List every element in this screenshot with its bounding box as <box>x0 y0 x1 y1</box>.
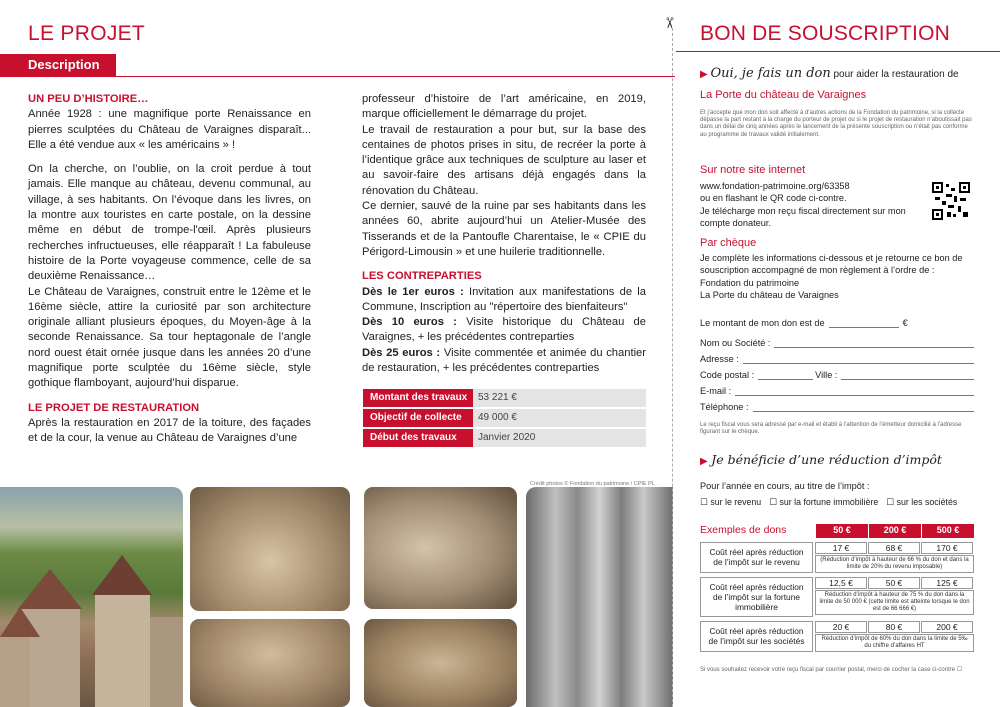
page-title: LE PROJET <box>28 22 146 45</box>
project-name: La Porte du château de Varaignes <box>700 89 867 101</box>
carving-photo <box>364 487 517 609</box>
address-field[interactable] <box>743 354 974 364</box>
stat-label: Montant des travaux <box>363 389 473 407</box>
divider <box>676 51 1000 52</box>
contrepartie-text: Visite historique du Château de Varaignes, + les précédentes contreparties <box>362 316 646 344</box>
stat-value: 53 221 € <box>473 389 646 407</box>
stat-value: Janvier 2020 <box>473 429 646 447</box>
name-label: Nom ou Société : <box>700 338 771 348</box>
stat-label: Début des travaux <box>363 429 473 447</box>
paragraph: On la cherche, on l’oublie, on la croit perdue à tout jamais. Elle manque au château, devenu communal, au village, à ses habitants. On l’évoque dans les livres, on la montre aux touristes en carte postale, on la dessine même en début de trompe-l'œil. Après plusieurs recherches infructueuses, elle réapparaît ! La fabuleuse histoire de la Porte voyageuse commence, celle de sa deuxième Renaissance… <box>28 163 311 283</box>
cheque-payee: Fondation du patrimoine <box>700 277 800 288</box>
photo-credit: Crédit photos © Fondation du patrimoine / CPIE PL <box>530 481 655 487</box>
cheque-heading: Par chèque <box>700 237 757 249</box>
portal-photo <box>526 487 673 707</box>
table-row <box>700 621 974 652</box>
checkbox-revenu[interactable]: ☐ sur le revenu <box>700 497 762 507</box>
contrepartie-amount: Dès 10 euros : <box>362 316 457 329</box>
cell-value: 12,5 € <box>815 577 867 589</box>
chateau-photo <box>0 487 183 707</box>
cell-value: 17 € <box>815 542 867 554</box>
phone-field[interactable] <box>753 402 974 412</box>
stat-row <box>363 409 646 427</box>
checkbox-societes[interactable]: ☐ sur les sociétés <box>886 497 958 507</box>
amount-field[interactable] <box>829 318 899 328</box>
contact-form <box>700 332 974 412</box>
text-column-2 <box>362 92 646 376</box>
email-label: E-mail : <box>700 386 732 396</box>
examples-title: Exemples de dons <box>700 524 787 536</box>
email-field[interactable] <box>735 386 974 396</box>
qr-code-icon[interactable] <box>932 182 970 220</box>
oui-text: pour aider la restauration de <box>830 69 959 80</box>
cheque-text: Je complète les informations ci-dessous et je retourne ce bon de souscription accompagné de mon règlement à l’ordre de : <box>700 253 963 276</box>
triangle-icon: ▶ <box>700 69 708 80</box>
postcode-label: Code postal : <box>700 370 755 380</box>
impot-text: Pour l’année en cours, au titre de l’impôt : <box>700 481 870 491</box>
examples-table <box>700 524 974 652</box>
stat-label: Objectif de collecte <box>363 409 473 427</box>
site-url[interactable]: www.fondation-patrimoine.org/63358 <box>700 181 850 191</box>
paragraph: Le Château de Varaignes, construit entre le 12ème et le 16ème siècle, attire la curiosité par son architecture originale alliant plusieurs époques, du Moyen-âge à la seconde Renaissance. Sa tour heptagonale de l’angle nord ouest était ornée jusque dans les années 20 d’une magnifique porte sculptée du 16ème siècle, style gothique flamboyant, aujourd’hui disparue. <box>28 285 311 390</box>
oui-line <box>700 66 976 81</box>
stat-row <box>363 429 646 447</box>
stat-value: 49 000 € <box>473 409 646 427</box>
description-tab: Description <box>0 54 116 76</box>
amount-label: Le montant de mon don est de <box>700 318 825 328</box>
impot-options <box>700 496 976 508</box>
reduction-script: Je bénéficie d’une réduction d’impôt <box>711 452 942 467</box>
cell-value: 68 € <box>868 542 920 554</box>
table-row <box>700 577 974 617</box>
row-label: Coût réel après réduction de l’impôt sur le revenu <box>700 542 813 573</box>
contreparties-heading: LES CONTREPARTIES <box>362 270 482 283</box>
oui-script: Oui, je fais un don <box>710 66 831 81</box>
footnote: Si vous souhaitez recevoir votre reçu fiscal par courrier postal, merci de cocher la case ci-contre ☐ <box>700 667 963 673</box>
triangle-icon: ▶ <box>700 456 708 467</box>
row-note: (Réduction d’impôt à hauteur de 66 % du don et dans la limite de 20% du revenu imposable) <box>815 555 974 573</box>
amount-row <box>700 312 920 328</box>
cell-value: 170 € <box>921 542 973 554</box>
contrepartie-2 <box>362 315 646 346</box>
restoration-heading: LE PROJET DE RESTAURATION <box>28 401 200 414</box>
castle-illustration <box>0 487 183 707</box>
paragraph: Le travail de restauration a pour but, sur la base des centaines de photos prises in situ, de recréer la porte à l’identique grâce aux techniques de sculpture au laser et au savoir-faire des artisans déjà engagés dans la rénovation du Château. <box>362 123 646 197</box>
carving-photo <box>190 487 350 611</box>
site-text: Je télécharge mon reçu fiscal directement sur mon compte donateur. <box>700 205 906 228</box>
row-note: Réduction d’impôt à hauteur de 75 % du don dans la limite de 50 000 € (cette limite est atteinte lorsque le don est de 66 666 €) <box>815 590 974 615</box>
city-label: Ville : <box>815 370 838 380</box>
divider <box>0 76 675 77</box>
history-heading: UN PEU D’HISTOIRE… <box>28 93 149 105</box>
contrepartie-1 <box>362 285 646 316</box>
amount-header: 500 € <box>922 524 974 538</box>
name-field[interactable] <box>774 338 974 348</box>
cheque-payee: La Porte du château de Varaignes <box>700 289 839 300</box>
form-title: BON DE SOUSCRIPTION <box>700 22 950 45</box>
scissors-icon: ✂ <box>660 16 678 30</box>
cell-value: 125 € <box>921 577 973 589</box>
cell-value: 20 € <box>815 621 867 633</box>
receipt-note: Le reçu fiscal vous sera adressé par e-mail et établi à l’attention de l’émetteur domicilié à l’adresse figurant sur le chèque. <box>700 422 962 436</box>
address-label: Adresse : <box>700 354 739 364</box>
paragraph: Ce dernier, sauvé de la ruine par ses habitants dans les années 60, abrite aujourd’hui un Atelier-Musée des Tisserands et de la Pantoufle Charentaise, le « CPIE du Périgord-Limousin » et une huilerie traditionnelle. <box>362 200 646 258</box>
city-field[interactable] <box>841 370 974 380</box>
stat-row <box>363 389 646 407</box>
cell-value: 200 € <box>921 621 973 633</box>
contrepartie-text: Visite commentée et animée du chantier de restauration, + les précédentes contreparties <box>362 346 647 375</box>
amount-header: 200 € <box>869 524 921 538</box>
phone-label: Téléphone : <box>700 402 749 412</box>
contrepartie-amount: Dès le 1er euros : <box>362 285 464 298</box>
cell-value: 50 € <box>868 577 920 589</box>
checkbox-fortune[interactable]: ☐ sur la fortune immobilière <box>769 497 879 507</box>
paragraph: professeur d’histoire de l’art américaine, en 2019, marque officiellement le démarrage du projet. <box>362 93 646 121</box>
reduction-line <box>700 452 976 467</box>
cut-line <box>672 28 673 707</box>
paragraph: Après la restauration en 2017 de la toiture, des façades et de la cour, la venue au Château de Varaignes d’une <box>28 416 311 445</box>
paragraph: Année 1928 : une magnifique porte Renaissance en pierres sculptées du Château de Varaignes disparaît... Elle a été vendue aux « les américains » ! <box>28 108 311 151</box>
site-block <box>700 180 924 229</box>
disclaimer: Et j’accepte que mon don soit affecté à d’autres actions de la Fondation du patrimoine, si la collecte dépasse la part restant à la charge du porteur de projet ou si le projet de restauration n’aboutissait pas dans un délai de cinq années après le lancement de la présente souscription ou n’était pas conforme au programme de travaux validé initialement. <box>700 110 972 138</box>
stats-table <box>363 389 646 449</box>
carving-photo <box>190 619 350 707</box>
site-heading: Sur notre site internet <box>700 164 806 176</box>
contrepartie-3 <box>362 346 646 377</box>
amount-header: 50 € <box>816 524 868 538</box>
table-row <box>700 542 974 573</box>
row-label: Coût réel après réduction de l’impôt sur la fortune immobilière <box>700 577 813 617</box>
carving-photo <box>364 619 517 707</box>
contrepartie-amount: Dès 25 euros : <box>362 346 441 359</box>
site-text: ou en flashant le QR code ci-contre. <box>700 193 847 204</box>
text-column-1 <box>28 92 311 447</box>
row-note: Réduction d’impôt de 60% du don dans la limite de 5‰ du chiffre d’affaires HT <box>815 634 974 652</box>
row-label: Coût réel après réduction de l’impôt sur les sociétés <box>700 621 813 652</box>
cheque-block <box>700 252 976 301</box>
cell-value: 80 € <box>868 621 920 633</box>
euro-sign: € <box>902 318 908 328</box>
postcode-field[interactable] <box>758 370 813 380</box>
contrepartie-text: Invitation aux manifestations de la Commune, Inscription au "répertoire des bienfaiteurs" <box>362 285 646 313</box>
